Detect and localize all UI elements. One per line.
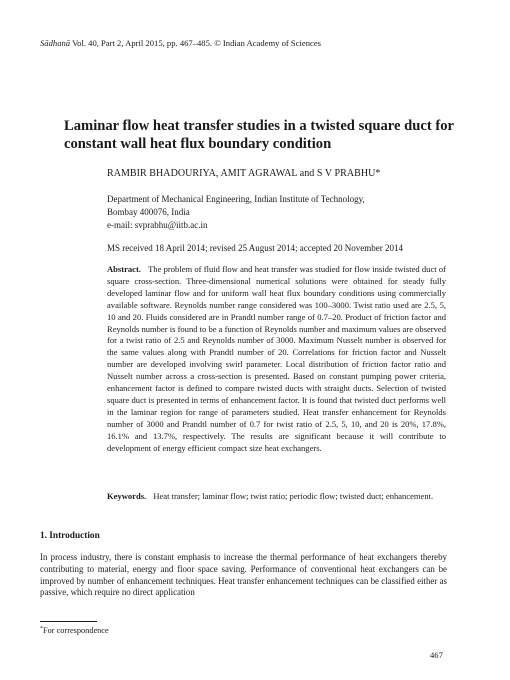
affiliation-email: e-mail: svprabhu@iitb.ac.in	[107, 219, 208, 230]
affiliation-city: Bombay 400076, India	[107, 206, 190, 217]
journal-name: Sādhanā	[40, 38, 71, 48]
footnote-text: For correspondence	[43, 626, 109, 635]
footnote	[40, 626, 109, 635]
intro-paragraph: In process industry, there is constant emphasis to increase the thermal performance of heat exchangers thereby contributing to material, energy and floor space saving. Performance of conventional heat exchangers can be improved by number of enhancement techniques. Heat transfer enhancement techniques can be classified either as passive, which require no direct application	[40, 552, 447, 598]
publisher: Indian Academy of Sciences	[222, 38, 321, 48]
section-heading: 1. Introduction	[40, 531, 100, 541]
keywords	[107, 491, 446, 503]
volume-info: Vol. 40, Part 2, April 2015, pp. 467–485.	[72, 38, 213, 48]
abstract-text: The problem of fluid flow and heat transfer was studied for flow inside twisted duct of square cross-section. Three-dimensional numerical solutions were obtained for steady fully developed laminar flow and for uniform wall heat flux boundary conditions using commercially available software. Reynolds number range considered was 100–3000. Twist ratio used are 2.5, 5, 10 and 20. Fluids considered are in Prandtl number range of 0.7–20. Product of friction factor and Reynolds number is found to be a function of Reynolds number and maximum values are observed for a twist ratio of 2.5 and Reynolds number of 3000. Maximum Nusselt number is observed for the same values along with Prandtl number of 20. Correlations for friction factor and Nusselt number are developed involving swirl parameter. Local distribution of friction factor ratio and Nusselt number across a cross-section is presented. Based on constant pumping power criteria, enhancement factor is defined to compare twisted ducts with straight ducts. Selection of twisted square duct is presented in terms of enhancement factor. It is found that twisted duct performs well in the laminar region for range of parameters studied. Heat transfer enhancement for Reynolds number of 3000 and Prandtl number of 0.7 for twist ratio of 2.5, 5, 10, and 20 is 20%, 17.8%, 16.1% and 13.7%, respectively. The results are significant because it will contribute to development of energy efficient compact size heat exchangers.	[107, 264, 447, 453]
journal-citation	[40, 38, 480, 48]
footnote-divider	[40, 621, 97, 622]
affiliation	[107, 193, 467, 231]
abstract-label: Abstract.	[107, 264, 141, 274]
keywords-label: Keywords.	[107, 491, 147, 501]
manuscript-history: MS received 18 April 2014; revised 25 August 2014; accepted 20 November 2014	[107, 243, 403, 253]
affiliation-department: Department of Mechanical Engineering, Indian Institute of Technology,	[107, 194, 365, 204]
page-number: 467	[430, 650, 443, 660]
copyright-icon: ©	[214, 38, 221, 48]
abstract	[107, 264, 446, 455]
author-list: RAMBIR BHADOURIYA, AMIT AGRAWAL and S V PRABHU*	[107, 168, 381, 179]
paper-title: Laminar flow heat transfer studies in a twisted square duct for constant wall heat flux boundary condition	[64, 118, 454, 152]
keywords-text: Heat transfer; laminar flow; twist ratio; periodic flow; twisted duct; enhancement.	[153, 491, 434, 501]
footnote-marker: *	[40, 626, 43, 632]
